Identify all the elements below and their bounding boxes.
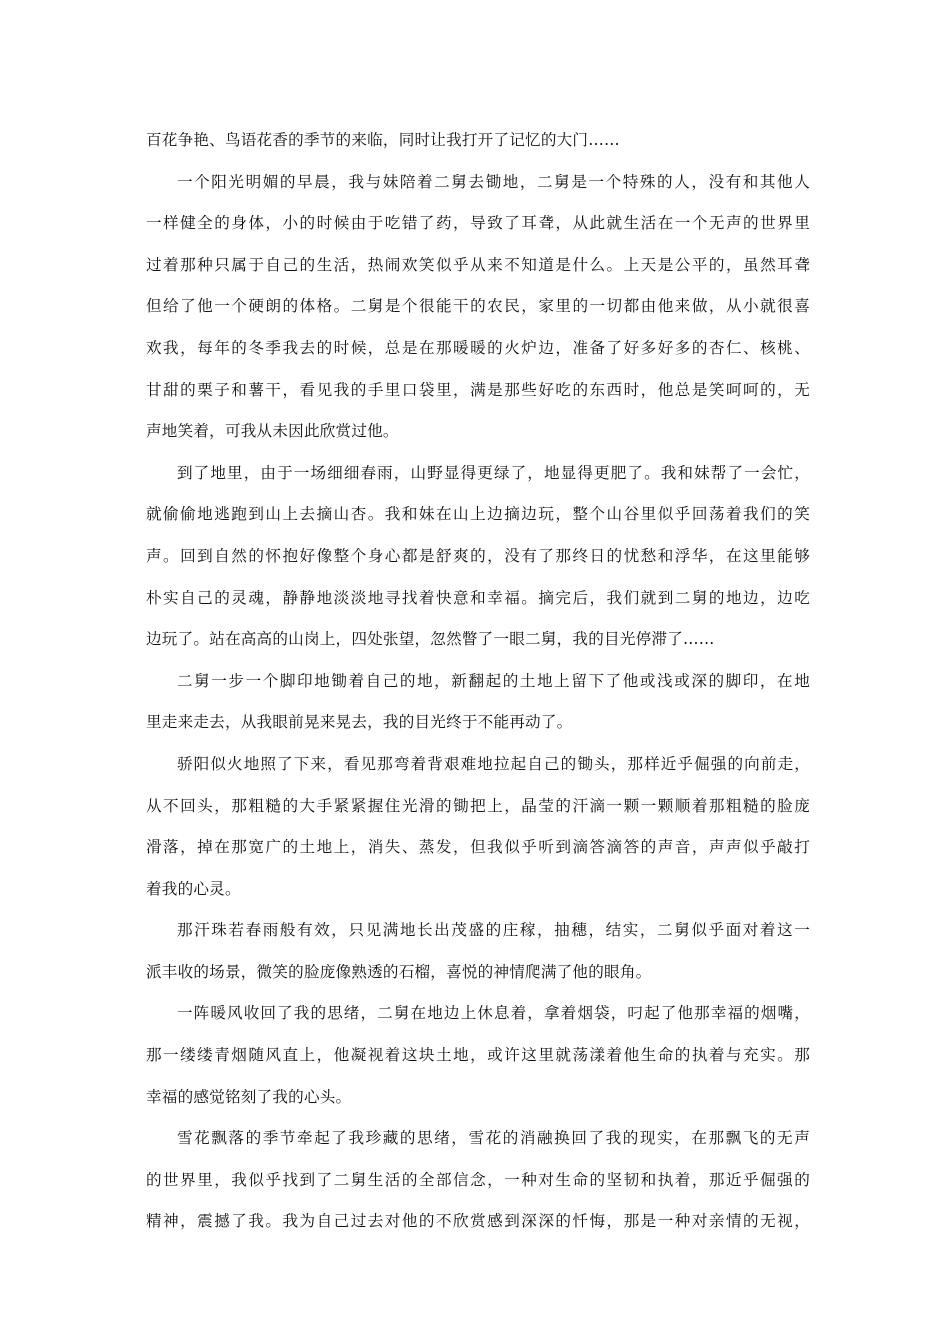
text-line: 那一缕缕青烟随风直上，他凝视着这块土地，或许这里就荡漾着他生命的执着与充实。那 [146, 1046, 810, 1065]
text-line: 雪花飘落的季节牵起了我珍藏的思绪，雪花的消融换回了我的现实，在那飘飞的无声 [177, 1129, 810, 1148]
text-line: 就偷偷地逃跑到山上去摘山杏。我和妹在山上边摘边玩，整个山谷里似乎回荡着我们的笑 [146, 505, 810, 524]
text-line: 派丰收的场景，微笑的脸庞像熟透的石榴，喜悦的神情爬满了他的眼角。 [146, 962, 652, 981]
text-line: 一阵暖风收回了我的思绪，二舅在地边上休息着，拿着烟袋，叼起了他那幸福的烟嘴， [177, 1004, 810, 1023]
text-line: 一样健全的身体，小的时候由于吃错了药，导致了耳聋，从此就生活在一个无声的世界里 [146, 214, 810, 233]
text-line: 朴实自己的灵魂，静静地淡淡地寻找着快意和幸福。摘完后，我们就到二舅的地边，边吃 [146, 588, 810, 607]
text-line: 声。回到自然的怀抱好像整个身心都是舒爽的，没有了那终日的忧愁和浮华，在这里能够 [146, 546, 810, 565]
text-line: 但给了他一个硬朗的体格。二舅是个很能干的农民，家里的一切都由他来做，从小就很喜 [146, 297, 810, 316]
text-line: 一个阳光明媚的早晨，我与妹陪着二舅去锄地，二舅是一个特殊的人，没有和其他人 [177, 172, 810, 191]
text-line: 声地笑着，可我从未因此欣赏过他。 [146, 422, 399, 441]
text-line: 欢我，每年的冬季我去的时候，总是在那暖暖的火炉边，准备了好多好多的杏仁、核桃、 [146, 338, 810, 357]
text-line: 二舅一步一个脚印地锄着自己的地，新翻起的土地上留下了他或浅或深的脚印，在地 [177, 671, 810, 690]
text-line: 精神，震撼了我。我为自己过去对他的不欣赏感到深深的忏悔，那是一种对亲情的无视， [146, 1212, 810, 1231]
text-line: 从不回头，那粗糙的大手紧紧握住光滑的锄把上，晶莹的汗滴一颗一颗顺着那粗糙的脸庞 [146, 796, 810, 815]
text-line: 边玩了。站在高高的山岗上，四处张望，忽然瞥了一眼二舅，我的目光停滞了…… [146, 630, 715, 649]
text-line: 百花争艳、鸟语花香的季节的来临，同时让我打开了记忆的大门…… [146, 131, 620, 149]
text-line: 甘甜的栗子和薯干，看见我的手里口袋里，满是那些好吃的东西时，他总是笑呵呵的，无 [146, 380, 810, 399]
text-line: 滑落，掉在那宽广的土地上，消失、蒸发，但我似乎听到滴答滴答的声音，声声似乎敲打 [146, 838, 810, 857]
text-line: 着我的心灵。 [146, 879, 241, 898]
text-line: 里走来走去，从我眼前晃来晃去，我的目光终于不能再动了。 [146, 713, 573, 732]
text-line: 那汗珠若春雨般有效，只见满地长出茂盛的庄稼，抽穗，结实，二舅似乎面对着这一 [177, 921, 810, 940]
text-line: 到了地里，由于一场细细春雨，山野显得更绿了，地显得更肥了。我和妹帮了一会忙， [177, 463, 810, 482]
text-line: 过着那种只属于自己的生活，热闹欢笑似乎从来不知道是什么。上天是公平的，虽然耳聋 [146, 255, 810, 274]
text-line: 幸福的感觉铭刻了我的心头。 [146, 1087, 352, 1106]
article-body [146, 120, 810, 1243]
text-line: 骄阳似火地照了下来，看见那弯着背艰难地拉起自己的锄头，那样近乎倔强的向前走， [177, 754, 810, 773]
text-line: 的世界里，我似乎找到了二舅生活的全部信念，一种对生命的坚韧和执着，那近乎倔强的 [146, 1170, 810, 1189]
